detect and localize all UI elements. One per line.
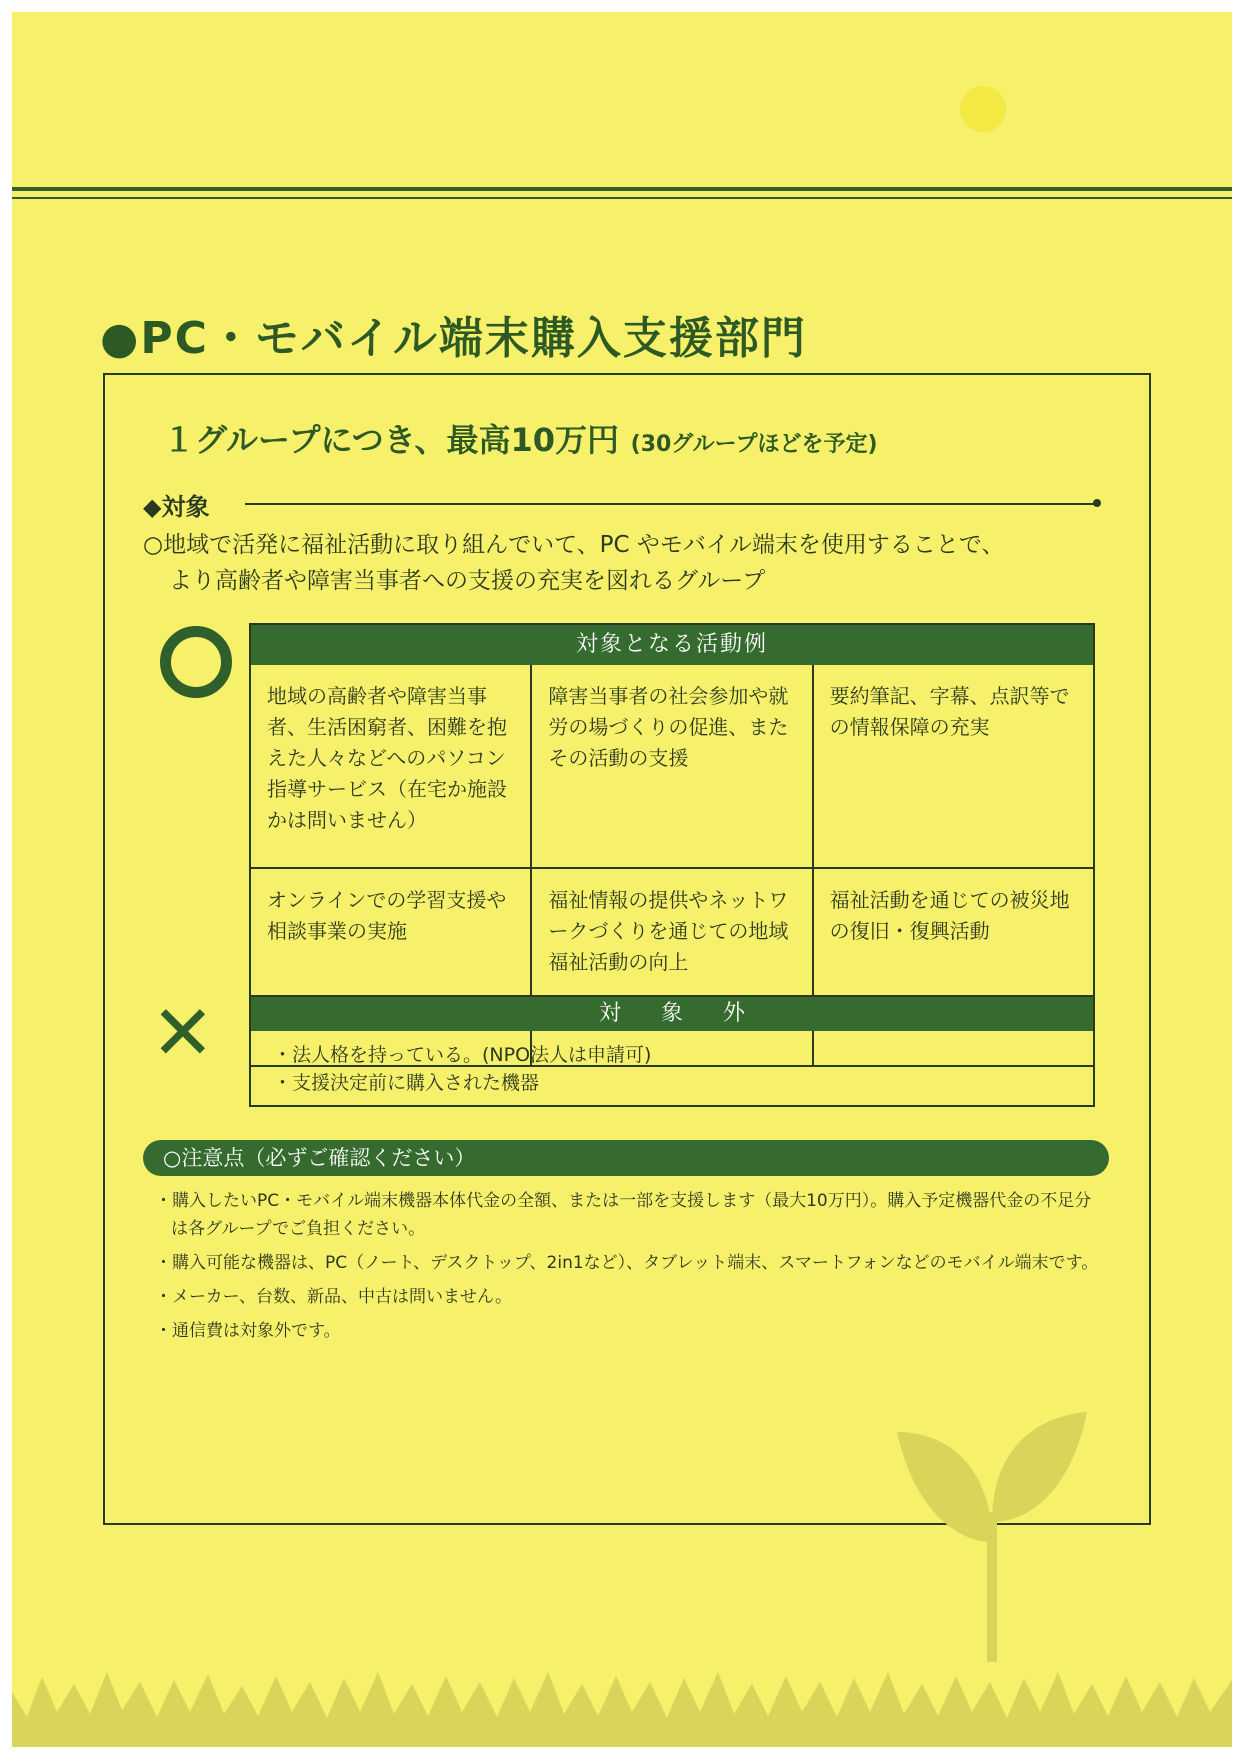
list-item: ・購入したいPC・モバイル端末機器本体代金の全額、または一部を支援します（最大10万円）。購入予定機器代金の不足分は各グループでご負担ください。 <box>155 1191 1092 1239</box>
table-row <box>251 665 1093 869</box>
sprout-icon <box>892 1392 1092 1662</box>
list-item: ・購入可能な機器は、PC（ノート、デスクトップ、2in1など）、タブレット端末、スマートフォンなどのモバイル端末です。 <box>155 1253 1099 1273</box>
cross-ineligible-icon: ✕ <box>151 988 215 1077</box>
list-item: ・通信費は対象外です。 <box>155 1321 341 1341</box>
notes-list <box>155 1187 1105 1351</box>
table-cell: オンラインでの学習支援や相談事業の実施 <box>251 869 532 1067</box>
target-heading: ◆対象 <box>143 493 210 521</box>
top-rule-thick <box>12 187 1232 191</box>
grass-border-icon <box>12 1672 1232 1747</box>
heading-divider <box>245 503 1097 505</box>
list-item: ・法人格を持っている。(NPO法人は申請可) <box>273 1044 652 1066</box>
list-item: ・メーカー、台数、新品、中古は問いません。 <box>155 1287 512 1307</box>
excluded-header: 対象外 <box>251 997 1093 1031</box>
excluded-table <box>249 995 1095 1107</box>
funding-amount: １グループにつき、最高10万円 <box>163 421 620 459</box>
activity-examples-header: 対象となる活動例 <box>251 625 1093 665</box>
excluded-list <box>251 1031 1093 1097</box>
target-description-line-1: ○地域で活発に福祉活動に取り組んでいて、PC やモバイル端末を使用することで、 <box>143 532 1005 558</box>
funding-note: (30グループほどを予定) <box>630 432 878 457</box>
table-cell: 障害当事者の社会参加や就労の場づくりの促進、またその活動の支援 <box>532 665 813 867</box>
table-cell: 福祉情報の提供やネットワークづくりを通じての地域福祉活動の向上 <box>532 869 813 1067</box>
notes-header: ○注意点（必ずご確認ください） <box>143 1140 1109 1176</box>
main-content-box <box>103 373 1151 1525</box>
funding-headline <box>163 415 878 461</box>
top-rule-thin <box>12 197 1232 199</box>
decorative-circle <box>960 86 1006 132</box>
divider-end-dot <box>1093 499 1101 507</box>
list-item: ・支援決定前に購入された機器 <box>273 1072 540 1094</box>
table-cell: 地域の高齢者や障害当事者、生活困窮者、困難を抱えた人々などへのパソコン指導サービス（在宅か施設かは問いません） <box>251 665 532 867</box>
target-description <box>143 527 1143 599</box>
section-title: ●PC・モバイル端末購入支援部門 <box>100 313 807 364</box>
table-cell: 要約筆記、字幕、点訳等での情報保障の充実 <box>829 684 1070 739</box>
circle-eligible-icon <box>160 626 232 698</box>
document-page <box>12 12 1232 1747</box>
target-description-line-2: より高齢者や障害当事者への支援の充実を図れるグループ <box>169 568 766 594</box>
table-cell: 福祉活動を通じての被災地の復旧・復興活動 <box>829 888 1070 943</box>
